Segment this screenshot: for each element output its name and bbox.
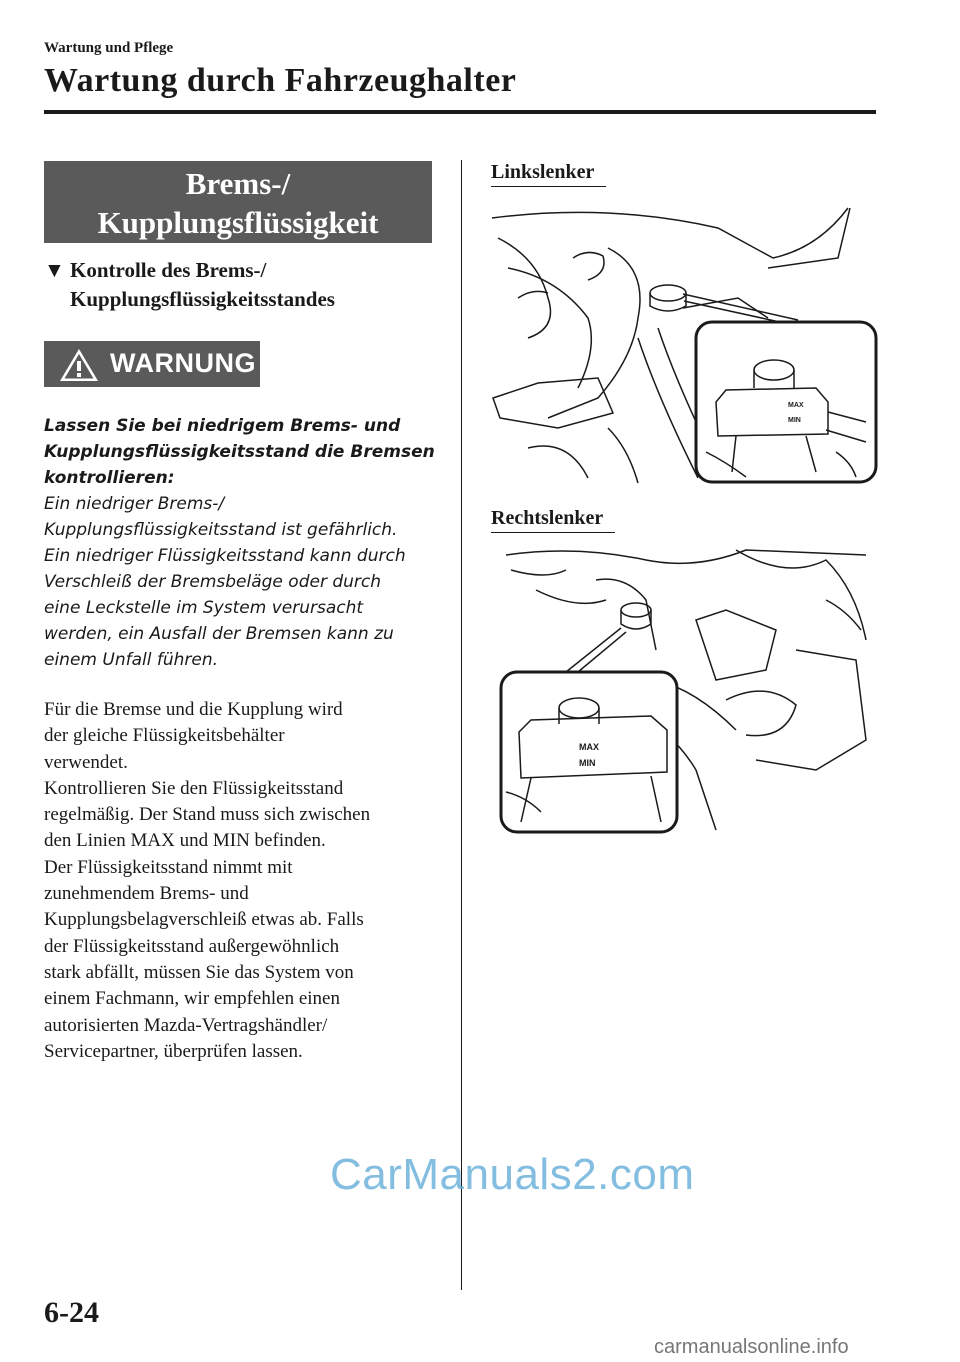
- page-title: Wartung durch Fahrzeughalter: [44, 62, 517, 99]
- warning-badge: [44, 341, 260, 387]
- warning-heading: Lassen Sie bei niedrigem Brems- und Kupplungsflüssigkeitsstand die Bremsen kontrollieren:: [44, 416, 435, 488]
- subsection-heading-line1: Kontrolle des Brems-/: [70, 258, 267, 282]
- body-paragraph: Für die Bremse und die Kupplung wird der gleiche Flüssigkeitsbehälter verwendet. Kontrollieren Sie den Flüssigkeitsstand regelmäßig. Der Stand muss sich zwischen den Linien MAX und MIN befinden. Der Flüssigkeitsstand nimmt mit zunehmendem Brems- und Kupplungsbelagverschleiß etwas ab. Falls der Flüssigkeitsstand außergewöhnlich stark abfällt, müssen Sie das System von einem Fachmann, wir empfehlen einen autorisierten Mazda-Vertragshändler/ Servicepartner, überprüfen lassen.: [44, 699, 371, 1062]
- subsection-heading-line2: Kupplungsflüssigkeitsstandes: [70, 287, 335, 311]
- section-heading-line1: Brems-/: [185, 166, 291, 201]
- warning-label: WARNUNG: [110, 348, 256, 378]
- rhd-caption: Rechtslenker: [491, 507, 604, 529]
- rhd-max-label: MAX: [579, 742, 599, 752]
- watermark: CarManuals2.com: [330, 1150, 695, 1199]
- triangle-marker-icon: ▼: [44, 258, 65, 282]
- lhd-brake-reservoir-figure: [488, 198, 878, 488]
- breadcrumb: Wartung und Pflege: [44, 40, 174, 56]
- rhd-caption-rule: [491, 532, 615, 533]
- section-heading: [44, 161, 432, 243]
- lhd-min-label: MIN: [788, 417, 801, 424]
- lhd-max-label: MAX: [788, 402, 804, 409]
- site-watermark: carmanualsonline.info: [654, 1336, 849, 1358]
- page-number: 6-24: [44, 1296, 99, 1329]
- section-heading-line2: Kupplungsflüssigkeit: [97, 205, 379, 240]
- warning-text: [44, 413, 444, 673]
- warning-triangle-icon: [58, 347, 100, 383]
- warning-body: Ein niedriger Brems-/ Kupplungsflüssigkeitsstand ist gefährlich. Ein niedriger Flüssigkeitsstand kann durch Verschleiß der Bremsbeläge oder durch eine Leckstelle im System verursacht werden, ein Ausfall der Bremsen kann zu einem Unfall führen.: [44, 494, 406, 670]
- rhd-min-label: MIN: [579, 758, 596, 768]
- subsection-heading: [44, 256, 335, 314]
- lhd-caption-rule: [491, 186, 606, 187]
- lhd-caption: Linkslenker: [491, 161, 595, 183]
- rhd-brake-reservoir-figure: [496, 540, 870, 840]
- header-divider: [44, 110, 876, 114]
- column-divider: [461, 160, 462, 1290]
